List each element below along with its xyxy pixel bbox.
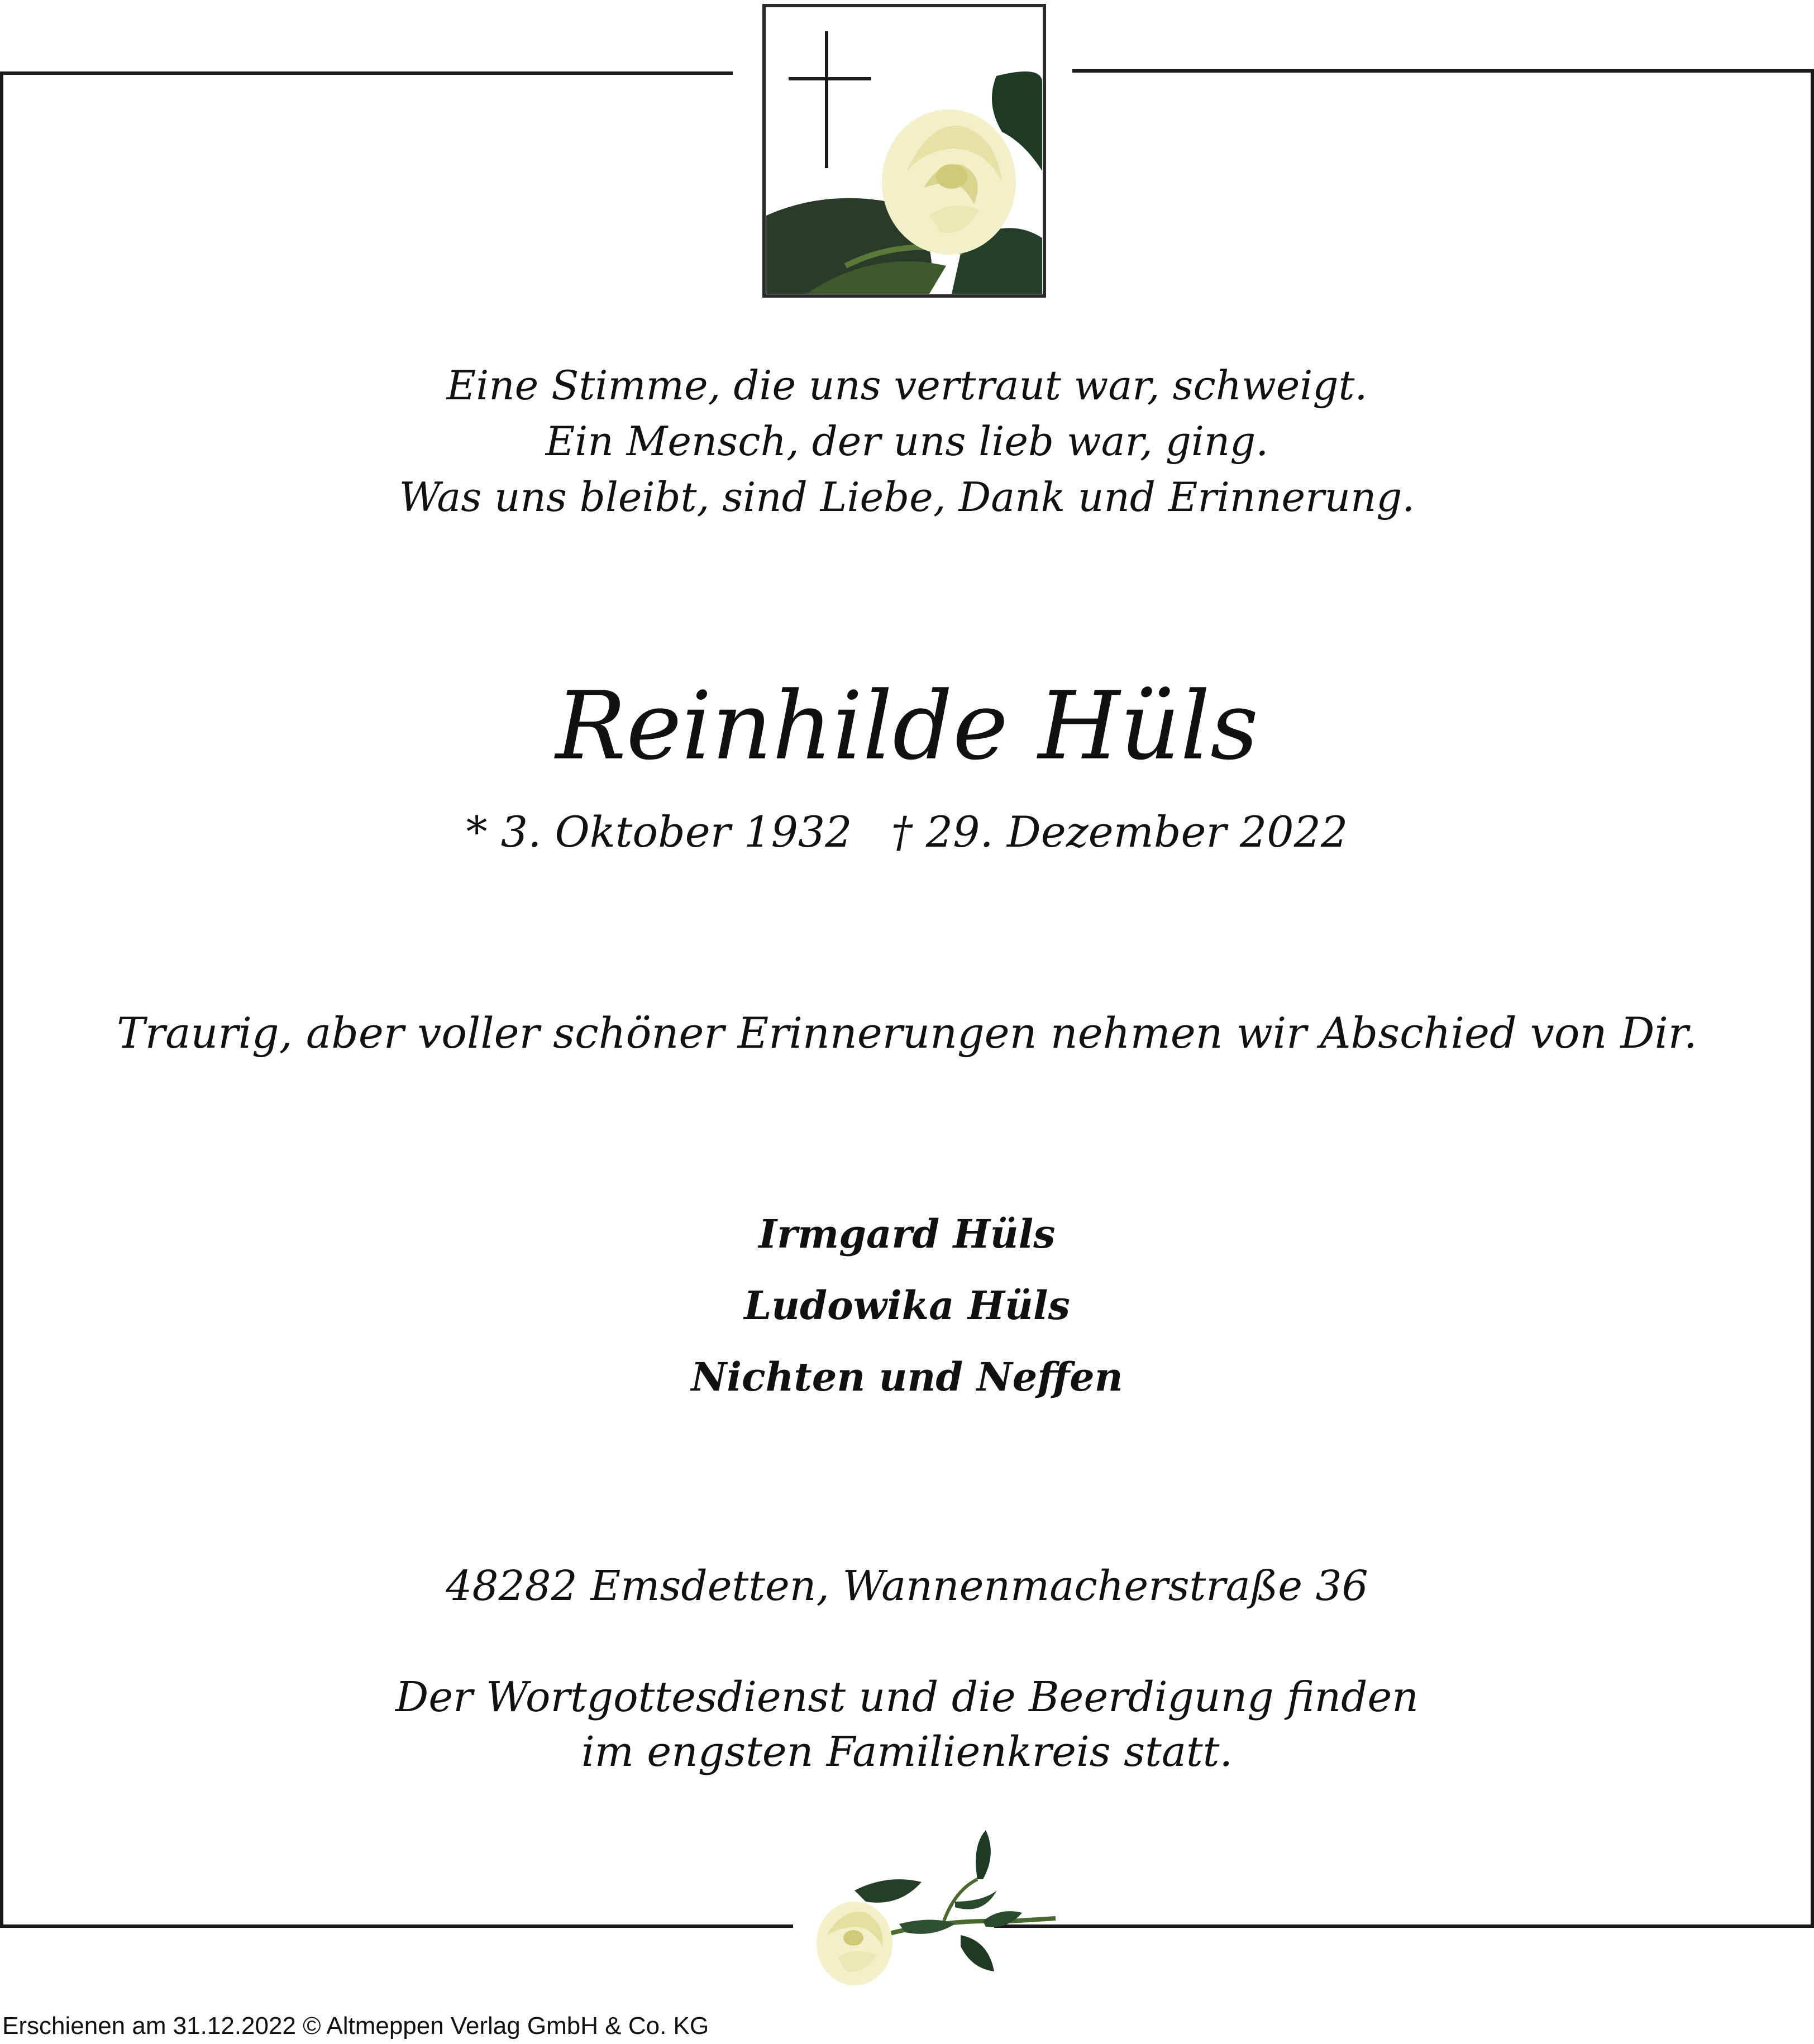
service-info <box>0 1670 1814 1779</box>
frame-top-left <box>0 71 733 75</box>
mourner-name: Irmgard Hüls <box>758 1211 1056 1257</box>
quote <box>0 357 1814 525</box>
cross-and-white-rose-icon <box>762 3 1047 298</box>
publication-credit: Erschienen am 31.12.2022 © Altmeppen Verlag GmbH & Co. KG <box>2 2012 709 2040</box>
death-date: † 29. Dezember 2022 <box>891 807 1348 857</box>
frame-left <box>0 71 3 1928</box>
quote-line: Ein Mensch, der uns lieb war, ging. <box>545 418 1269 465</box>
deceased-name: Reinhilde Hüls <box>555 671 1259 781</box>
address: 48282 Emsdetten, Wannenmacherstraße 36 <box>446 1562 1368 1610</box>
birth-date: * 3. Oktober 1932 <box>466 807 852 857</box>
quote-line: Eine Stimme, die uns vertraut war, schweigt. <box>446 362 1368 409</box>
frame-bottom-left <box>0 1924 793 1928</box>
white-rose-icon <box>787 1823 1061 1991</box>
life-dates <box>0 804 1814 860</box>
frame-right <box>1811 69 1814 1928</box>
mourners-list <box>0 1206 1814 1421</box>
service-line: Der Wortgottesdienst und die Beerdigung finden <box>395 1673 1419 1721</box>
mourner-name: Nichten und Neffen <box>691 1354 1123 1400</box>
frame-bottom-right <box>994 1924 1814 1928</box>
frame-top-right <box>1072 69 1814 73</box>
service-line: im engsten Familienkreis statt. <box>581 1728 1233 1776</box>
farewell-text: Traurig, aber voller schöner Erinnerungen nehmen wir Abschied von Dir. <box>117 1008 1697 1058</box>
mourner-name: Ludowika Hüls <box>744 1282 1070 1329</box>
quote-line: Was uns bleibt, sind Liebe, Dank und Erinnerung. <box>399 474 1415 520</box>
